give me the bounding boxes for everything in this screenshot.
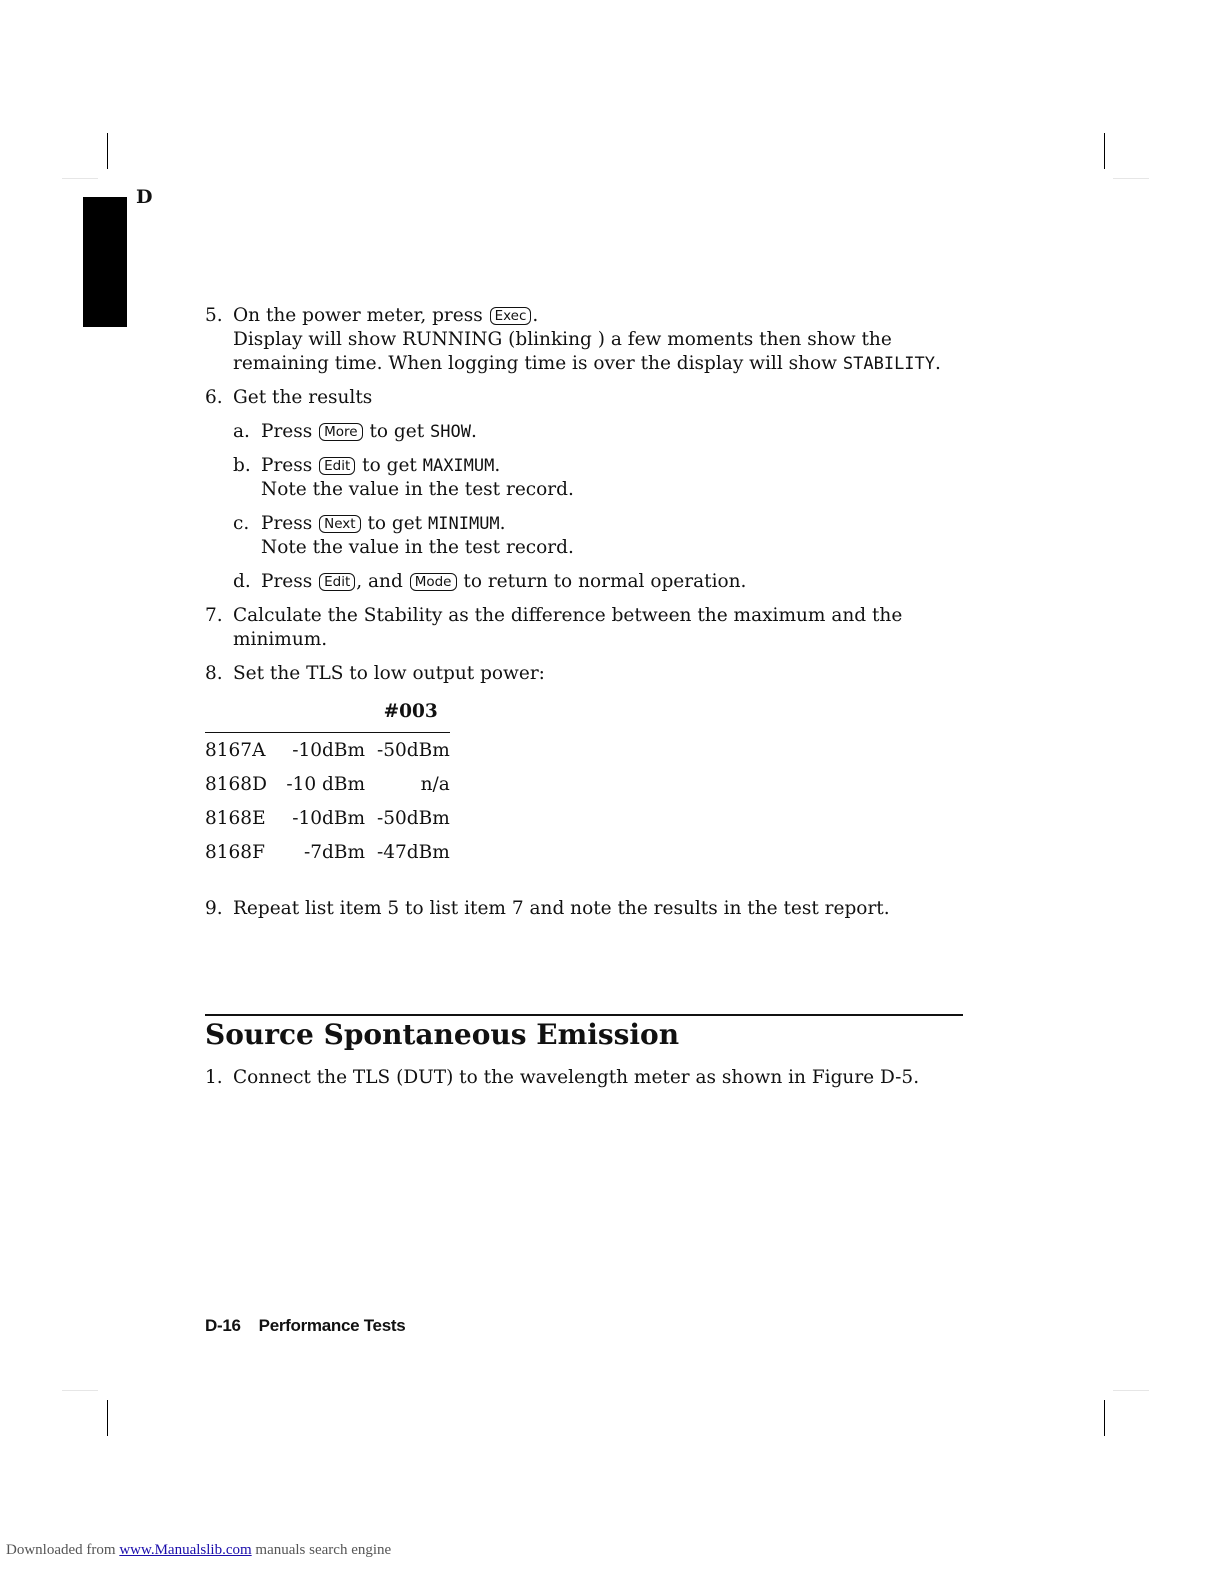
crop-mark xyxy=(1113,178,1149,179)
step-6a: a. Press More to get SHOW. xyxy=(233,421,477,442)
footer-title: Performance Tests xyxy=(258,1316,406,1335)
download-note: Downloaded from www.Manualslib.com manuals search engine xyxy=(6,1542,392,1558)
power-settings-table xyxy=(205,694,450,869)
crop-mark xyxy=(62,178,98,179)
edit-key: Edit xyxy=(319,457,355,475)
crop-mark xyxy=(62,1390,98,1391)
chapter-letter: D xyxy=(136,186,153,208)
next-key: Next xyxy=(319,515,360,533)
display-text: STABILITY xyxy=(842,354,936,374)
exec-key: Exec xyxy=(490,307,532,325)
step-6d: d. Press Edit , and Mode to return to normal operation. xyxy=(233,571,747,592)
crop-mark xyxy=(1104,133,1105,169)
step-5: 5. On the power meter, press Exec . Display will show RUNNING (blinking ) a few moments then show the remaining time. When logging time is over the display will show STABILITY. xyxy=(205,305,941,374)
page-footer xyxy=(205,1316,405,1336)
crop-mark xyxy=(1104,1400,1105,1436)
table-row: 8168E -10dBm -50dBm xyxy=(205,808,450,829)
crop-mark xyxy=(1113,1390,1149,1391)
step-9: 9. Repeat list item 5 to list item 7 and note the results in the test report. xyxy=(205,898,890,919)
manualslib-link[interactable]: www.Manualslib.com xyxy=(119,1542,252,1558)
section-step-1: 1. Connect the TLS (DUT) to the wavelength meter as shown in Figure D-5. xyxy=(205,1067,920,1088)
table-row: 8168D -10 dBm n/a xyxy=(205,774,450,795)
edit-key: Edit xyxy=(319,573,355,591)
step-6: 6. Get the results a. Press More to get SHOW. b. Press Edit to get MAXIMUM. Note the value in the test record. c. Press Next to get MINIMUM. Note the value in the test record. d. Press Edit , and Mode to return to normal operation. xyxy=(205,386,965,594)
step-7: 7. Calculate the Stability as the difference between the maximum and the minimum. xyxy=(205,605,903,650)
option-003-header: #003 xyxy=(377,694,450,733)
step-6c: c. Press Next to get MINIMUM. Note the value in the test record. xyxy=(233,513,574,558)
chapter-tab xyxy=(83,197,127,327)
crop-mark xyxy=(107,1400,108,1436)
step-6b: b. Press Edit to get MAXIMUM. Note the value in the test record. xyxy=(233,455,574,500)
page-number: D-16 xyxy=(205,1316,241,1335)
section-rule xyxy=(205,1014,963,1016)
section-steps xyxy=(205,1066,965,1100)
table-row: 8167A -10dBm -50dBm xyxy=(205,740,450,761)
mode-key: Mode xyxy=(410,573,457,591)
more-key: More xyxy=(319,423,362,441)
crop-mark xyxy=(107,133,108,169)
section-title: Source Spontaneous Emission xyxy=(205,1018,680,1051)
table-row: 8168F -7dBm -47dBm xyxy=(205,842,450,863)
procedure-steps xyxy=(205,304,965,931)
step-8: 8. Set the TLS to low output power: xyxy=(205,663,545,684)
